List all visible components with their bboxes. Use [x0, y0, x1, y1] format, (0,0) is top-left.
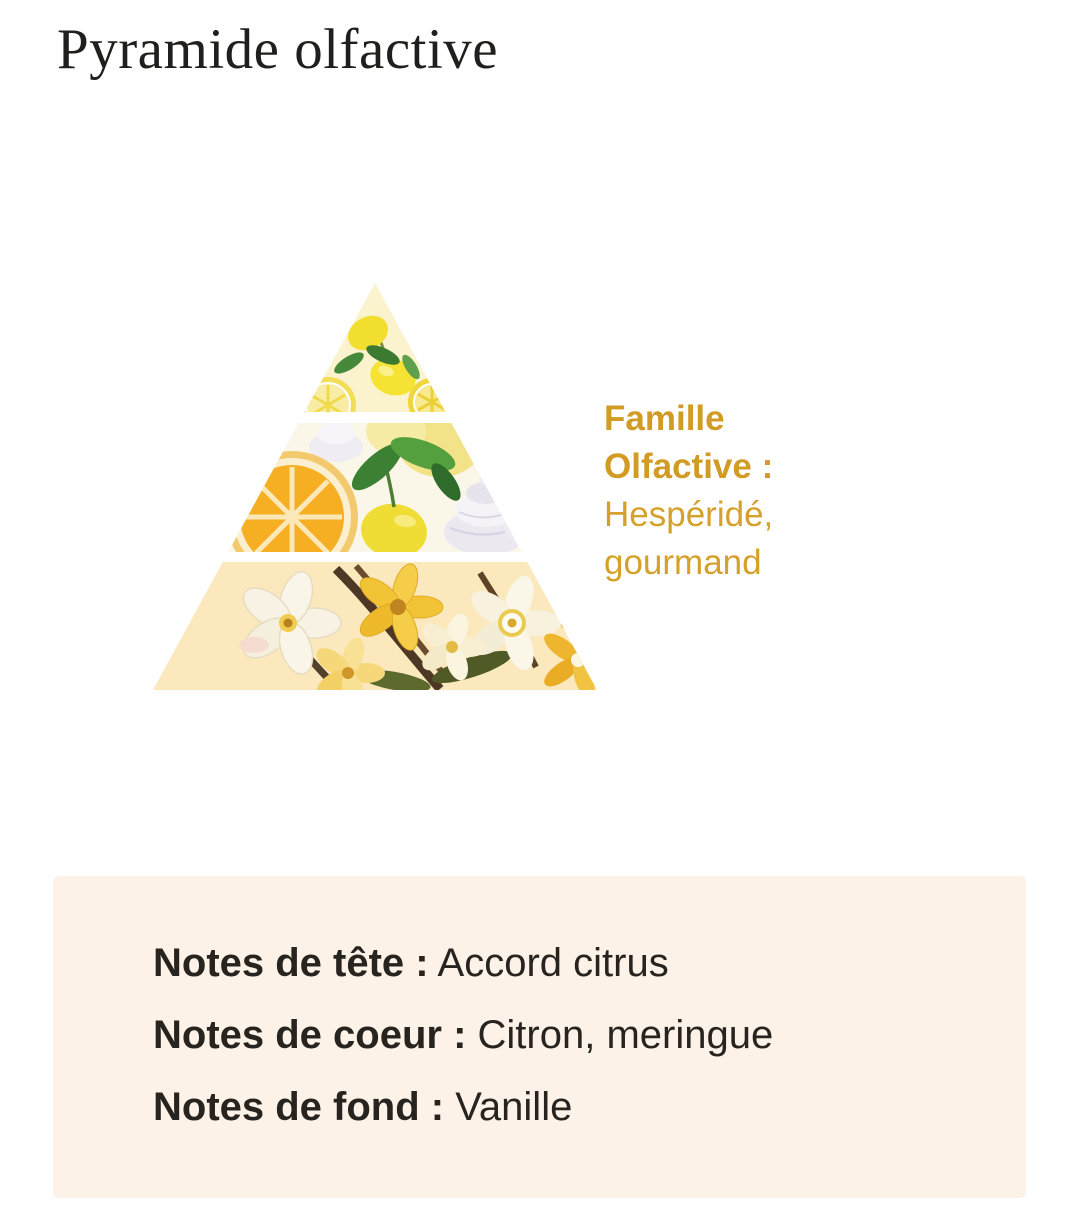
pyramid-tier-bottom-vanilla — [148, 557, 600, 695]
olfactory-pyramid-image — [140, 275, 600, 695]
pyramid-tier-top-citrus — [290, 275, 460, 433]
pyramid-tier-middle-gourmand — [220, 407, 564, 583]
note-top-value: Accord citrus — [437, 941, 669, 985]
notes-panel — [53, 876, 1026, 1198]
note-base-value: Vanille — [455, 1085, 573, 1129]
note-top-label: Notes de tête : — [153, 941, 429, 985]
note-heart-value: Citron, meringue — [477, 1013, 774, 1057]
olfactory-family-label: Famille Olfactive : — [604, 399, 774, 486]
note-base-label: Notes de fond : — [153, 1085, 445, 1129]
pyramid-illustration — [140, 275, 600, 695]
note-base — [153, 1071, 986, 1143]
note-heart-label: Notes de coeur : — [153, 1013, 467, 1057]
page-title: Pyramide olfactive — [57, 18, 499, 81]
olfactory-family-value: Hespéridé, gourmand — [604, 495, 774, 582]
olfactory-family — [604, 395, 854, 587]
note-heart — [153, 999, 986, 1071]
note-top — [153, 927, 986, 999]
